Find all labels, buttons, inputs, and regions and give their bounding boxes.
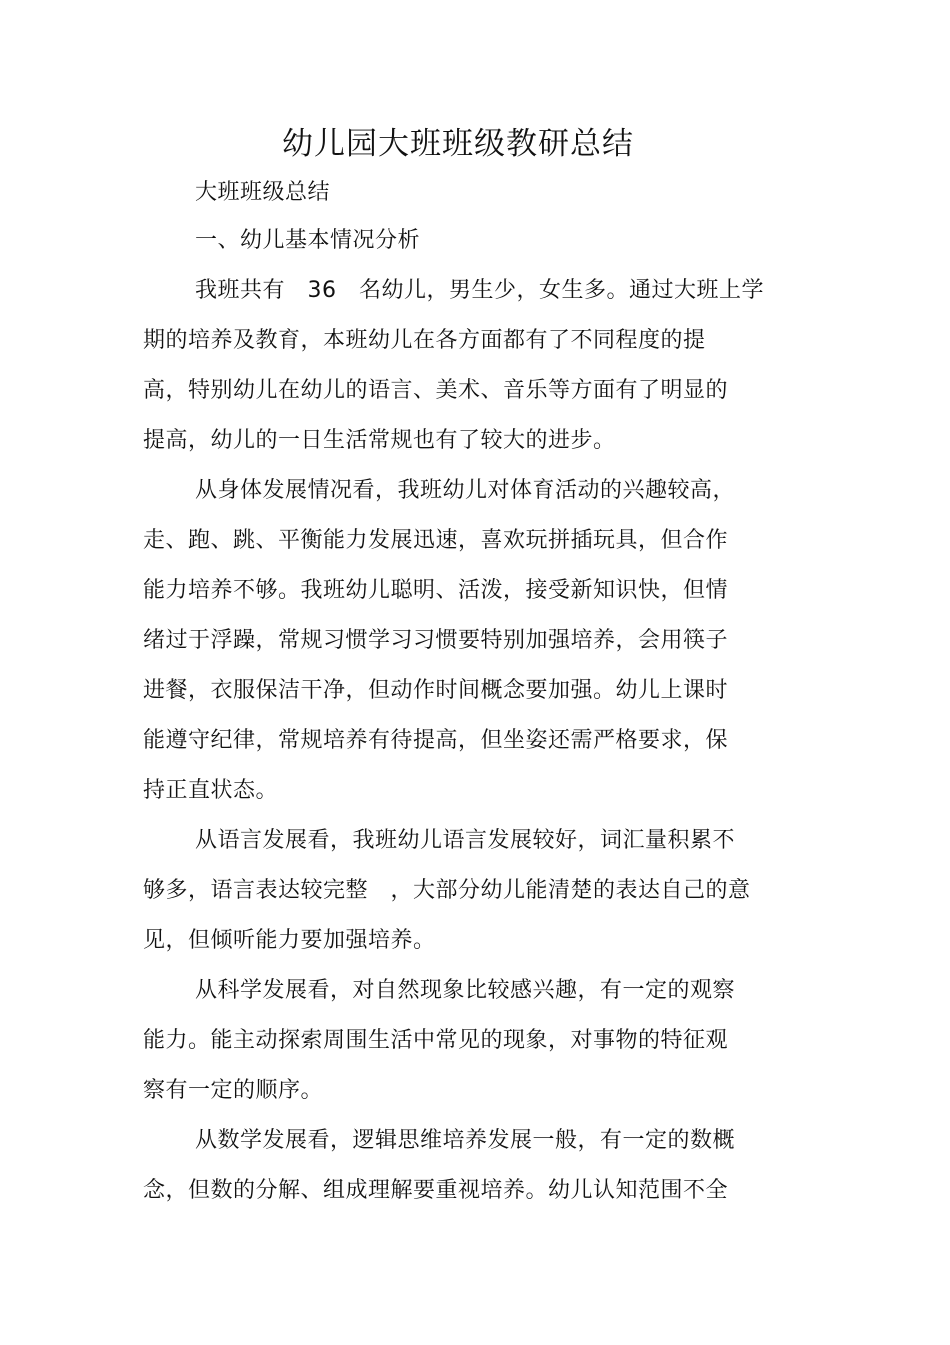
text-line: 够多，语言表达较完整 ，大部分幼儿能清楚的表达自己的意 (143, 878, 751, 903)
text-line: 能力培养不够。我班幼儿聪明、活泼，接受新知识快，但情 (143, 578, 729, 603)
text-line: 察有一定的顺序。 (143, 1078, 324, 1103)
text-line: 持正直状态。 (143, 778, 279, 803)
text-line: 从科学发展看，对自然现象比较感兴趣，有一定的观察 (195, 978, 736, 1003)
text-line: 绪过于浮躁，常规习惯学习习惯要特别加强培养，会用筷子 (143, 628, 729, 653)
text-line: 见，但倾听能力要加强培养。 (143, 928, 436, 953)
document-title: 幼儿园大班班级教研总结 (282, 126, 634, 162)
text-line: 进餐，衣服保洁干净，但动作时间概念要加强。幼儿上课时 (143, 678, 729, 703)
text-line: 走、跑、跳、平衡能力发展迅速，喜欢玩拼插玩具，但合作 (143, 528, 729, 553)
text-line: 提高，幼儿的一日生活常规也有了较大的进步。 (143, 428, 616, 453)
text-line: 从语言发展看，我班幼儿语言发展较好，词汇量积累不 (195, 828, 736, 853)
text-line: 高，特别幼儿在幼儿的语言、美术、音乐等方面有了明显的 (143, 378, 729, 403)
text-line: 能力。能主动探索周围生活中常见的现象，对事物的特征观 (143, 1028, 729, 1053)
section-heading: 一、幼儿基本情况分析 (195, 228, 421, 253)
text-line: 念，但数的分解、组成理解要重视培养。幼儿认知范围不全 (143, 1178, 729, 1203)
subtitle-class-summary: 大班班级总结 (195, 180, 331, 205)
text-line: 期的培养及教育，本班幼儿在各方面都有了不同程度的提 (143, 328, 706, 353)
text-line: 我班共有 36 名幼儿，男生少，女生多。通过大班上学 (195, 278, 764, 303)
text-line: 从数学发展看，逻辑思维培养发展一般，有一定的数概 (195, 1128, 736, 1153)
text-line: 能遵守纪律，常规培养有待提高，但坐姿还需严格要求，保 (143, 728, 729, 753)
text-line: 从身体发展情况看，我班幼儿对体育活动的兴趣较高， (195, 478, 736, 503)
